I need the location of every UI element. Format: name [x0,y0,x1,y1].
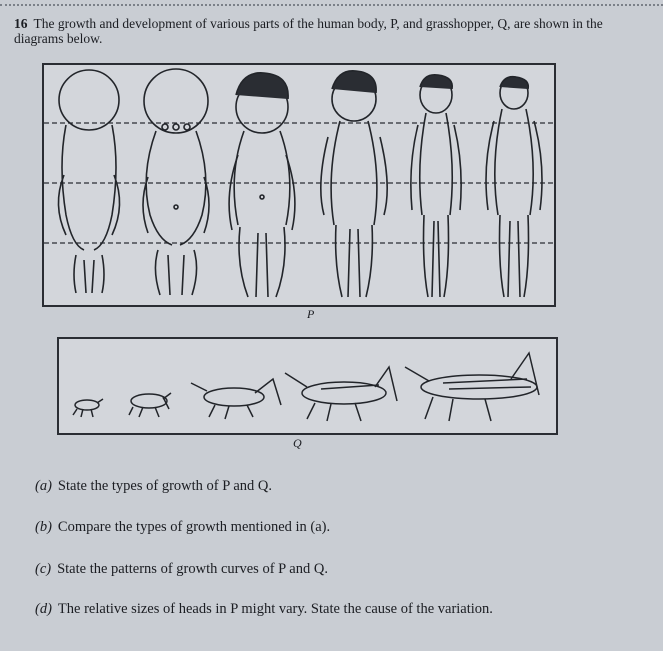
grasshopper-stage-2 [129,393,171,417]
grasshopper-figures-svg [59,339,556,433]
question-header [14,16,614,46]
grasshopper-stage-5 [405,353,539,421]
part-a-text: State the types of growth of P and Q. [57,478,273,494]
human-figure-6 [486,77,542,297]
part-d-label: (d) [35,601,52,617]
question-part-a [35,478,272,495]
human-figure-5 [411,75,461,297]
part-d-text: The relative sizes of heads in P might vary. State the cause of the variation. [57,601,493,617]
figure-p-caption: P [307,307,315,321]
top-dotted-rule [0,4,663,6]
human-figure-3 [229,73,295,297]
part-b-text: Compare the types of growth mentioned in (a). [57,519,331,535]
part-c-label: (c) [35,561,52,577]
question-part-b [35,519,330,536]
grasshopper-growth-diagram [57,337,558,435]
human-growth-diagram [42,63,556,307]
part-a-label: (a) [35,478,52,494]
part-b-label: (b) [35,519,52,535]
human-figure-1 [58,70,119,293]
grasshopper-stage-1 [73,399,103,417]
figure-q-caption: Q [293,436,302,450]
human-figure-4 [321,71,387,297]
question-part-c [35,561,328,578]
part-c-text: State the patterns of growth curves of P and Q. [57,561,328,577]
question-number: 16 [14,16,28,31]
grasshopper-stage-4 [285,367,397,421]
question-part-d [35,601,493,618]
question-intro: The growth and development of various parts of the human body, P, and grasshopper, Q, are shown in the diagrams below. [14,16,603,46]
human-figures-svg [44,65,554,305]
grasshopper-stage-3 [191,379,281,419]
human-figure-2 [143,69,209,295]
